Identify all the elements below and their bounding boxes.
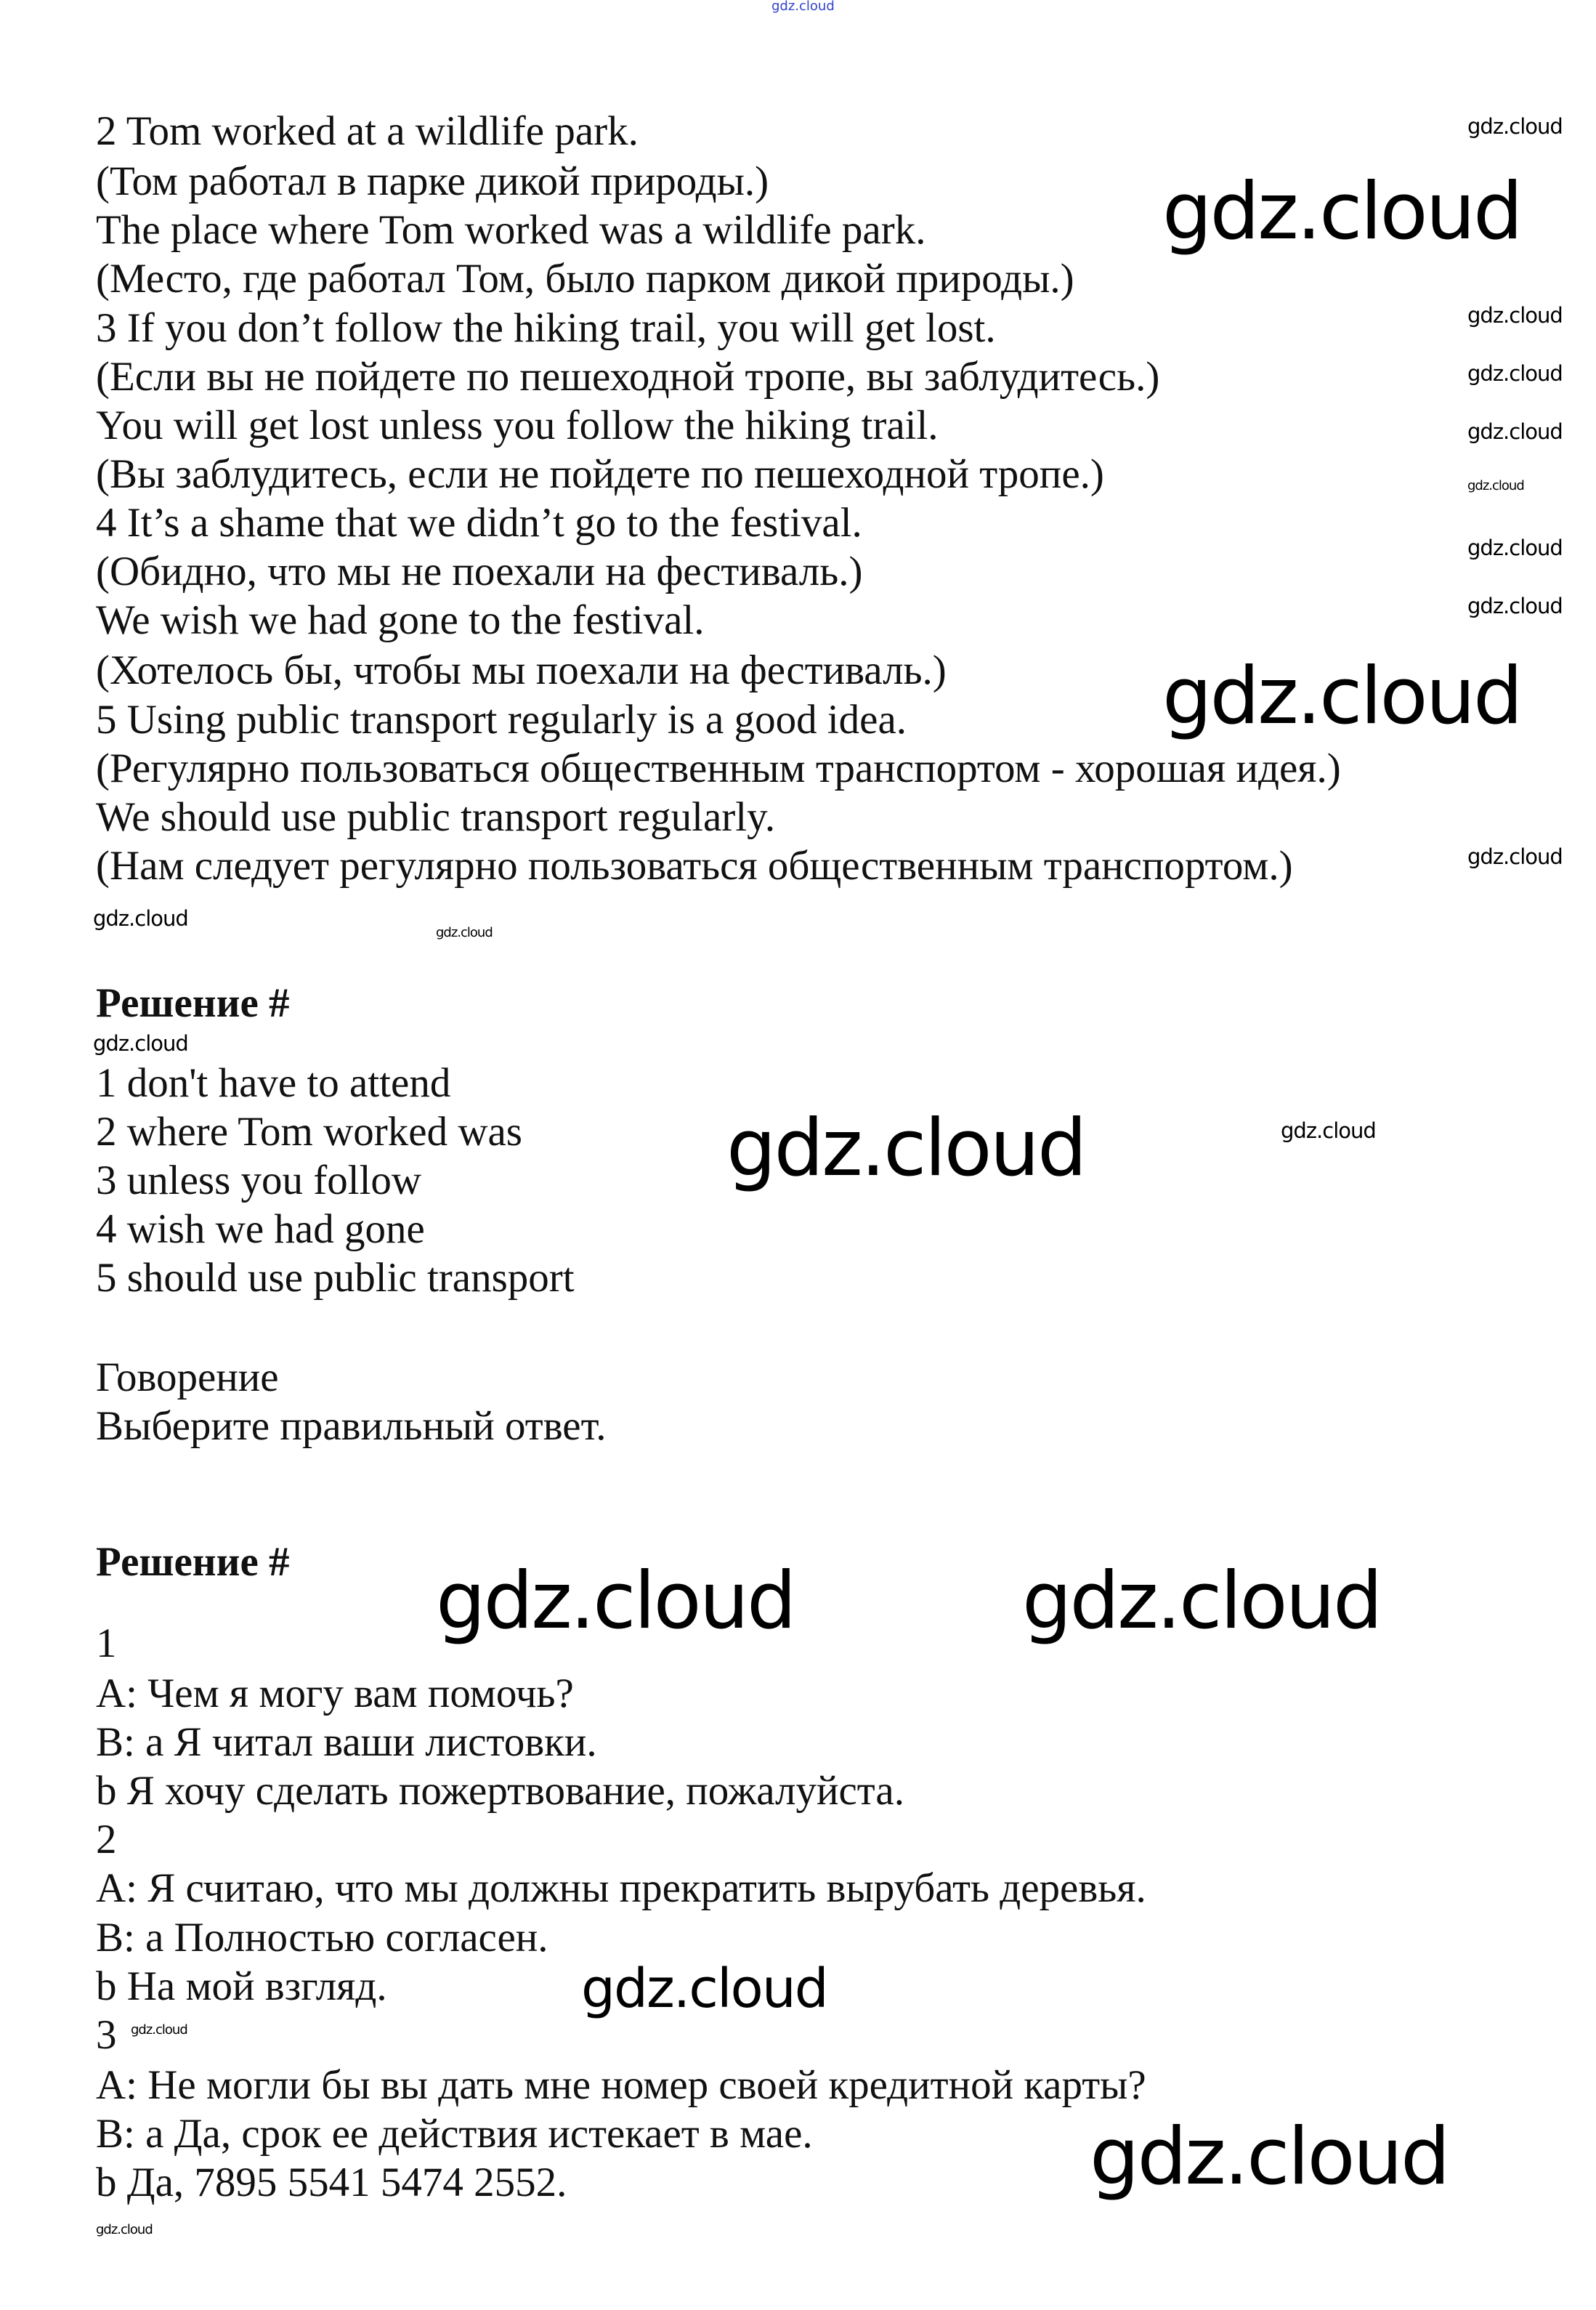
dialogue-line: b На мой взгляд. bbox=[96, 1963, 387, 2009]
watermark: gdz.cloud bbox=[1467, 303, 1563, 328]
watermark: gdz.cloud bbox=[1467, 478, 1524, 493]
watermark: gdz.cloud bbox=[771, 0, 835, 14]
text-line: (Обидно, что мы не поехали на фестиваль.) bbox=[96, 549, 863, 594]
dialogue-line: 1 bbox=[96, 1620, 117, 1666]
text-line: We wish we had gone to the festival. bbox=[96, 597, 705, 643]
text-line: 3 If you don’t follow the hiking trail, you will get lost. bbox=[96, 305, 996, 351]
dialogue-line: A: Я считаю, что мы должны прекратить вырубать деревья. bbox=[96, 1865, 1146, 1911]
dialogue-line: 3 bbox=[96, 2012, 117, 2058]
watermark: gdz.cloud bbox=[1467, 594, 1563, 618]
watermark: gdz.cloud bbox=[1467, 361, 1563, 386]
answer-line: 3 unless you follow bbox=[96, 1158, 422, 1203]
text-line: 5 Using public transport regularly is a good idea. bbox=[96, 697, 907, 743]
dialogue-line: b Да, 7895 5541 5474 2552. bbox=[96, 2160, 567, 2205]
dialogue-line: b Я хочу сделать пожертвование, пожалуйста. bbox=[96, 1768, 904, 1814]
text-line: (Место, где работал Том, было парком дикой природы.) bbox=[96, 256, 1074, 302]
instruction: Выберите правильный ответ. bbox=[96, 1403, 607, 1449]
watermark: gdz.cloud bbox=[1162, 166, 1521, 257]
watermark: gdz.cloud bbox=[96, 2222, 153, 2237]
watermark: gdz.cloud bbox=[1090, 2112, 1449, 2202]
solution-heading: Решение # bbox=[96, 1539, 290, 1585]
answer-line: 1 don't have to attend bbox=[96, 1060, 451, 1106]
watermark: gdz.cloud bbox=[436, 1556, 795, 1647]
solution-heading: Решение # bbox=[96, 980, 290, 1026]
watermark: gdz.cloud bbox=[1467, 114, 1563, 139]
watermark: gdz.cloud bbox=[1022, 1556, 1381, 1647]
text-line: (Нам следует регулярно пользоваться общественным транспортом.) bbox=[96, 843, 1293, 889]
dialogue-line: B: a Я читал ваши листовки. bbox=[96, 1719, 597, 1765]
text-line: (Регулярно пользоваться общественным транспортом - хорошая идея.) bbox=[96, 746, 1341, 791]
text-line: (Хотелось бы, чтобы мы поехали на фестиваль.) bbox=[96, 647, 947, 693]
watermark: gdz.cloud bbox=[93, 906, 188, 931]
text-line: The place where Tom worked was a wildlife park. bbox=[96, 207, 926, 253]
dialogue-line: A: Чем я могу вам помочь? bbox=[96, 1671, 574, 1716]
watermark: gdz.cloud bbox=[1467, 419, 1563, 444]
answer-line: 2 where Tom worked was bbox=[96, 1109, 522, 1155]
text-line: We should use public transport regularly. bbox=[96, 794, 776, 840]
text-line: (Вы заблудитесь, если не пойдете по пешеходной тропе.) bbox=[96, 451, 1104, 497]
text-line: You will get lost unless you follow the hiking trail. bbox=[96, 403, 939, 448]
answer-line: 4 wish we had gone bbox=[96, 1206, 425, 1252]
dialogue-line: B: a Полностью согласен. bbox=[96, 1915, 548, 1960]
text-line: 4 It’s a shame that we didn’t go to the festival. bbox=[96, 500, 862, 546]
watermark: gdz.cloud bbox=[93, 1031, 188, 1056]
watermark: gdz.cloud bbox=[436, 925, 493, 940]
watermark: gdz.cloud bbox=[1162, 651, 1521, 742]
watermark: gdz.cloud bbox=[1467, 536, 1563, 560]
text-line: (Том работал в парке дикой природы.) bbox=[96, 158, 769, 204]
text-line: (Если вы не пойдете по пешеходной тропе, вы заблудитесь.) bbox=[96, 354, 1160, 400]
dialogue-line: A: Не могли бы вы дать мне номер своей кредитной карты? bbox=[96, 2062, 1146, 2108]
dialogue-line: B: a Да, срок ее действия истекает в мае. bbox=[96, 2111, 813, 2157]
watermark: gdz.cloud bbox=[581, 1958, 827, 2020]
watermark: gdz.cloud bbox=[131, 2022, 187, 2038]
watermark: gdz.cloud bbox=[1467, 844, 1563, 869]
section-title: Говорение bbox=[96, 1354, 279, 1400]
answer-line: 5 should use public transport bbox=[96, 1255, 575, 1301]
watermark: gdz.cloud bbox=[1281, 1118, 1376, 1143]
dialogue-line: 2 bbox=[96, 1817, 117, 1862]
text-line: 2 Tom worked at a wildlife park. bbox=[96, 108, 639, 154]
watermark: gdz.cloud bbox=[726, 1103, 1085, 1194]
